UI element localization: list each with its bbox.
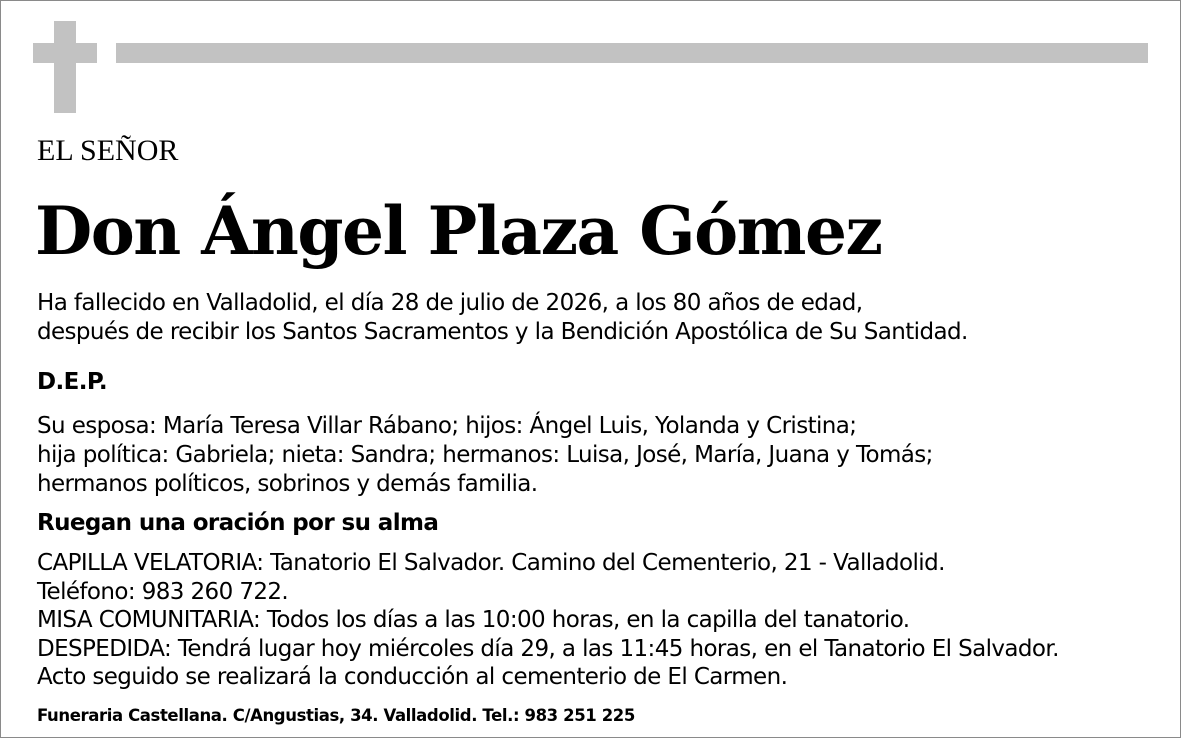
- header-rule: [116, 43, 1148, 63]
- details-paragraph: [37, 549, 1059, 692]
- dep-label: D.E.P.: [37, 369, 108, 395]
- announcement-line: Ha fallecido en Valladolid, el día 28 de julio de 2026, a los 80 años de edad,: [37, 290, 863, 316]
- family-line: hermanos políticos, sobrinos y demás familia.: [37, 471, 538, 497]
- deceased-name: Don Ángel Plaza Gómez: [35, 192, 882, 270]
- announcement-paragraph: [37, 289, 968, 347]
- family-line: hija política: Gabriela; nieta: Sandra; hermanos: Luisa, José, María, Juana y Tomás;: [37, 442, 933, 468]
- family-paragraph: [37, 412, 933, 499]
- cross-icon: [33, 21, 97, 113]
- details-line: Teléfono: 983 260 722.: [37, 578, 289, 605]
- honorific-label: EL SEÑOR: [37, 134, 179, 167]
- prayer-request: Ruegan una oración por su alma: [37, 510, 439, 536]
- details-line: MISA COMUNITARIA: Todos los días a las 10:00 horas, en la capilla del tanatorio.: [37, 607, 910, 633]
- funeral-home-footer: Funeraria Castellana. C/Angustias, 34. Valladolid. Tel.: 983 251 225: [37, 706, 635, 725]
- family-line: Su esposa: María Teresa Villar Rábano; hijos: Ángel Luis, Yolanda y Cristina;: [37, 413, 857, 439]
- details-line: DESPEDIDA: Tendrá lugar hoy miércoles día 29, a las 11:45 horas, en el Tanatorio El Salvador.: [37, 635, 1059, 662]
- details-line: CAPILLA VELATORIA: Tanatorio El Salvador. Camino del Cementerio, 21 - Valladolid.: [37, 550, 945, 576]
- announcement-line: después de recibir los Santos Sacramentos y la Bendición Apostólica de Su Santidad.: [37, 319, 968, 345]
- details-line: Acto seguido se realizará la conducción al cementerio de El Carmen.: [37, 664, 788, 690]
